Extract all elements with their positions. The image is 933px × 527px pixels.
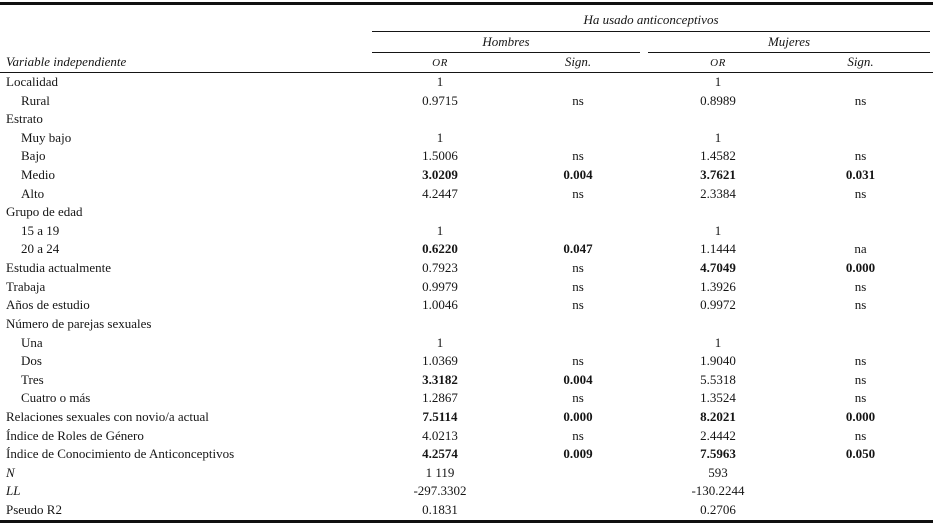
mujeres-sign-value: ns bbox=[854, 390, 867, 406]
hombres-or-value bbox=[372, 315, 508, 334]
mujeres-sign-value bbox=[788, 464, 933, 483]
hombres-sign-value bbox=[508, 315, 648, 334]
column-header-or-mujeres: OR bbox=[648, 53, 788, 73]
mujeres-sign-value: ns bbox=[854, 353, 867, 369]
hombres-sign-value: 0.004 bbox=[563, 371, 593, 387]
hombres-or-value: 3.3182 bbox=[422, 371, 458, 387]
table-title: Ha usado anticonceptivos bbox=[372, 5, 930, 32]
hombres-or-value: 0.1831 bbox=[422, 502, 458, 518]
hombres-or-value: 1 bbox=[436, 74, 444, 89]
row-label: Localidad bbox=[6, 74, 58, 89]
hombres-or-value: 0.6220 bbox=[422, 241, 458, 257]
mujeres-or-value: 8.2021 bbox=[700, 408, 736, 424]
mujeres-sign-value bbox=[788, 110, 933, 129]
row-label: Estudia actualmente bbox=[6, 260, 112, 276]
row-label: Bajo bbox=[21, 148, 46, 164]
hombres-or-value: 1 bbox=[436, 222, 444, 238]
hombres-sign-value: ns bbox=[572, 390, 584, 406]
regression-results-table bbox=[0, 5, 933, 520]
mujeres-or-value: 2.3384 bbox=[700, 185, 736, 201]
hombres-sign-value: ns bbox=[572, 148, 584, 164]
mujeres-sign-value: ns bbox=[854, 148, 867, 164]
mujeres-or-value: 0.8989 bbox=[700, 92, 736, 108]
hombres-sign-value: ns bbox=[572, 427, 584, 443]
row-label: Muy bajo bbox=[21, 129, 72, 145]
hombres-sign-value: ns bbox=[572, 297, 584, 313]
row-label: Dos bbox=[21, 353, 42, 369]
row-label: Trabaja bbox=[6, 278, 46, 294]
hombres-sign-value: ns bbox=[572, 353, 584, 369]
mujeres-sign-value bbox=[788, 315, 933, 334]
mujeres-or-value: 593 bbox=[708, 464, 728, 480]
hombres-sign-value bbox=[508, 110, 648, 129]
row-label: LL bbox=[6, 483, 21, 499]
hombres-or-value: 7.5114 bbox=[422, 408, 458, 424]
row-label: Alto bbox=[21, 185, 45, 201]
mujeres-or-value: 1.4582 bbox=[700, 148, 736, 164]
hombres-sign-value: ns bbox=[572, 260, 584, 276]
mujeres-sign-value: 0.031 bbox=[845, 167, 876, 183]
hombres-sign-value bbox=[508, 203, 648, 222]
column-header-sign-hombres: Sign. bbox=[508, 53, 648, 73]
mujeres-or-value: -130.2244 bbox=[691, 483, 745, 499]
header-spacer bbox=[0, 32, 372, 53]
hombres-or-value: 1 119 bbox=[425, 464, 455, 480]
row-label: Pseudo R2 bbox=[6, 502, 62, 518]
hombres-or-value: 1.5006 bbox=[422, 148, 458, 164]
hombres-sign-value: ns bbox=[572, 278, 584, 294]
row-label: Índice de Conocimiento de Anticonceptivos bbox=[6, 446, 235, 462]
hombres-sign-value: ns bbox=[572, 92, 584, 108]
mujeres-sign-value: ns bbox=[854, 297, 867, 313]
mujeres-or-value bbox=[648, 203, 788, 222]
hombres-or-value: 4.0213 bbox=[422, 427, 458, 443]
column-header-variable: Variable independiente bbox=[0, 53, 372, 73]
hombres-sign-value bbox=[508, 482, 648, 501]
mujeres-or-value: 1 bbox=[714, 222, 722, 238]
row-label: Años de estudio bbox=[6, 297, 90, 313]
hombres-sign-value: ns bbox=[572, 185, 584, 201]
mujeres-sign-value bbox=[788, 222, 933, 241]
mujeres-sign-value: 0.050 bbox=[845, 446, 876, 462]
hombres-sign-value bbox=[508, 73, 648, 92]
mujeres-sign-value: na bbox=[854, 241, 867, 257]
mujeres-or-value: 1.9040 bbox=[700, 353, 736, 369]
mujeres-or-value: 5.5318 bbox=[700, 371, 736, 387]
row-label: N bbox=[6, 464, 15, 480]
mujeres-sign-value bbox=[788, 203, 933, 222]
hombres-or-value: 1.2867 bbox=[422, 390, 458, 406]
mujeres-sign-value bbox=[788, 501, 933, 520]
mujeres-or-value: 1 bbox=[714, 334, 722, 350]
mujeres-or-value: 1.3524 bbox=[700, 390, 736, 406]
header-spacer bbox=[0, 5, 372, 32]
hombres-or-value: 4.2447 bbox=[422, 185, 458, 201]
row-label: Índice de Roles de Género bbox=[6, 427, 144, 443]
hombres-or-value: -297.3302 bbox=[413, 483, 467, 499]
mujeres-or-value: 7.5963 bbox=[700, 446, 736, 462]
hombres-sign-value bbox=[508, 464, 648, 483]
hombres-or-value: 1 bbox=[436, 334, 444, 350]
hombres-or-value bbox=[372, 110, 508, 129]
hombres-or-value: 4.2574 bbox=[422, 446, 458, 462]
row-label: 20 a 24 bbox=[21, 241, 60, 257]
hombres-or-value: 1.0046 bbox=[422, 297, 458, 313]
hombres-sign-value: 0.004 bbox=[563, 167, 593, 183]
mujeres-or-value: 2.4442 bbox=[700, 427, 736, 443]
row-label: Rural bbox=[21, 92, 50, 108]
hombres-or-value: 1 bbox=[436, 129, 444, 145]
mujeres-sign-value bbox=[788, 334, 933, 353]
row-label: Estrato bbox=[6, 111, 43, 127]
hombres-sign-value bbox=[508, 129, 648, 148]
row-label: Tres bbox=[21, 371, 44, 387]
mujeres-or-value bbox=[648, 110, 788, 129]
row-label: Una bbox=[21, 334, 43, 350]
hombres-sign-value: 0.047 bbox=[563, 241, 593, 257]
mujeres-or-value: 4.7049 bbox=[700, 260, 736, 276]
row-label: Medio bbox=[21, 167, 55, 183]
mujeres-sign-value: 0.000 bbox=[845, 408, 876, 424]
mujeres-sign-value: ns bbox=[854, 185, 867, 201]
mujeres-or-value: 0.2706 bbox=[700, 502, 736, 518]
group-header-mujeres: Mujeres bbox=[648, 32, 930, 53]
hombres-or-value: 0.9979 bbox=[422, 278, 458, 294]
mujeres-sign-value: ns bbox=[854, 371, 867, 387]
mujeres-sign-value: ns bbox=[854, 92, 867, 108]
hombres-or-value: 3.0209 bbox=[422, 167, 458, 183]
mujeres-or-value: 3.7621 bbox=[700, 167, 736, 183]
hombres-sign-value: 0.009 bbox=[563, 446, 593, 462]
mujeres-sign-value: ns bbox=[854, 278, 867, 294]
hombres-or-value bbox=[372, 203, 508, 222]
hombres-or-value: 1.0369 bbox=[422, 353, 458, 369]
hombres-or-value: 0.7923 bbox=[422, 260, 458, 276]
column-header-sign-mujeres: Sign. bbox=[788, 53, 933, 73]
hombres-sign-value bbox=[508, 501, 648, 520]
mujeres-or-value: 1 bbox=[714, 129, 722, 145]
hombres-sign-value: 0.000 bbox=[563, 408, 593, 424]
mujeres-or-value bbox=[648, 315, 788, 334]
mujeres-or-value: 0.9972 bbox=[700, 297, 736, 313]
row-label: Cuatro o más bbox=[21, 390, 91, 406]
row-label: 15 a 19 bbox=[21, 222, 60, 238]
mujeres-or-value: 1.3926 bbox=[700, 278, 736, 294]
mujeres-or-value: 1.1444 bbox=[700, 241, 736, 257]
table-bottom-rule bbox=[0, 520, 933, 523]
row-label: Número de parejas sexuales bbox=[6, 315, 152, 331]
mujeres-or-value: 1 bbox=[714, 74, 722, 89]
mujeres-sign-value bbox=[788, 482, 933, 501]
group-header-hombres: Hombres bbox=[372, 32, 640, 53]
hombres-sign-value bbox=[508, 334, 648, 353]
hombres-or-value: 0.9715 bbox=[422, 92, 458, 108]
mujeres-sign-value bbox=[788, 129, 933, 148]
mujeres-sign-value: 0.000 bbox=[845, 260, 876, 276]
row-label: Relaciones sexuales con novio/a actual bbox=[6, 408, 209, 424]
row-label: Grupo de edad bbox=[6, 204, 83, 220]
hombres-sign-value bbox=[508, 222, 648, 241]
column-header-or-hombres: OR bbox=[372, 53, 508, 73]
mujeres-sign-value: ns bbox=[854, 427, 867, 443]
mujeres-sign-value bbox=[788, 73, 933, 92]
